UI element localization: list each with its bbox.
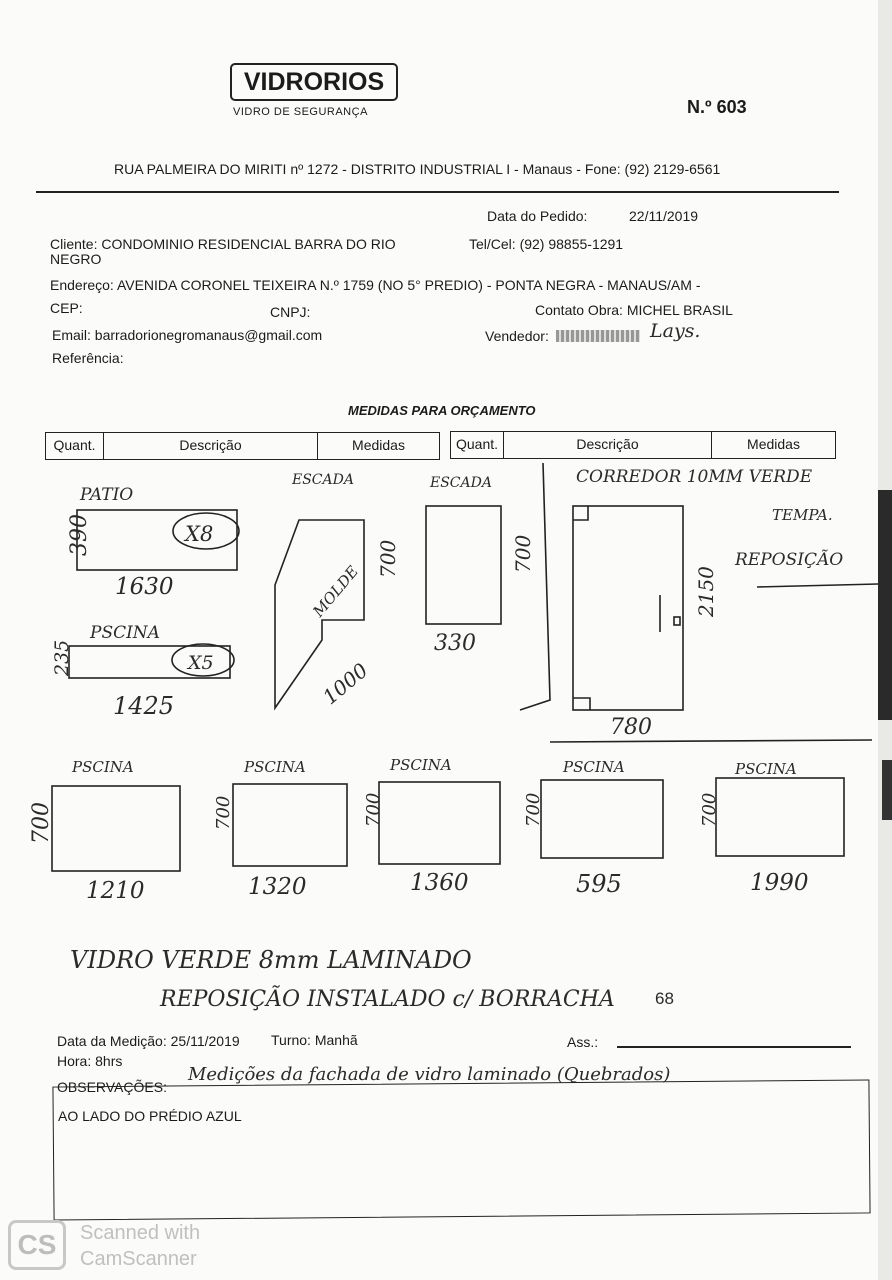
piscina-rect-1 — [52, 786, 180, 871]
escada-rect-width: 330 — [434, 631, 476, 656]
section-title: MEDIDAS PARA ORÇAMENTO — [348, 403, 536, 418]
client-label-text: Cliente: — [50, 236, 98, 252]
escada-rect — [426, 506, 501, 624]
signature-line — [617, 1046, 851, 1048]
camscanner-watermark — [80, 1220, 200, 1272]
piscina-label-1: PSCINA — [72, 758, 134, 776]
cnpj-label: CNPJ: — [270, 304, 311, 320]
corredor-width: 780 — [610, 715, 652, 740]
corredor-note: REPOSIÇÃO — [735, 550, 844, 570]
piscina-top-width: 1425 — [113, 692, 175, 720]
piscina-width-2: 1320 — [248, 874, 307, 900]
escada-molde-label: ESCADA — [292, 472, 354, 488]
site-contact: Contato Obra: MICHEL BRASIL — [535, 302, 733, 318]
piscina-height-5: 700 — [699, 792, 720, 827]
client-phone: Tel/Cel: (92) 98855-1291 — [469, 236, 624, 252]
measurement-shift: Turno: Manhã — [271, 1032, 358, 1048]
piscina-label-3: PSCINA — [390, 756, 452, 774]
observations-label: OBSERVAÇÕES: — [57, 1079, 167, 1095]
piscina-rect-2 — [233, 784, 347, 866]
note-line-2-number: 68 — [655, 989, 674, 1008]
seller-label: Vendedor: — [485, 328, 549, 344]
piscina-height-2: 700 — [213, 795, 234, 830]
camscanner-logo: CS — [8, 1220, 66, 1270]
corredor-door-rect — [573, 506, 683, 710]
observations-handwritten: Medições da fachada de vidro laminado (Quebrados) — [188, 1064, 671, 1085]
watermark-line-2: CamScanner — [80, 1248, 197, 1270]
document-number: N.º 603 — [687, 97, 747, 117]
order-date-label: Data do Pedido: — [487, 208, 588, 224]
piscina-rect-5 — [716, 778, 844, 856]
piscina-height-3: 700 — [363, 792, 384, 827]
client-email: Email: barradorionegromanaus@gmail.com — [52, 327, 323, 343]
watermark-line-1: Scanned with — [80, 1222, 201, 1244]
client-name-cont: NEGRO — [50, 251, 102, 267]
piscina-label-4: PSCINA — [563, 758, 625, 776]
order-date-value: 22/11/2019 — [629, 208, 699, 224]
patio-qty: X8 — [185, 522, 214, 546]
piscina-top-label: PSCINA — [90, 623, 160, 643]
piscina-width-4: 595 — [576, 870, 622, 898]
corredor-label: CORREDOR 10MM VERDE — [576, 467, 813, 487]
signature-label: Ass.: — [567, 1034, 599, 1050]
piscina-height-1: 700 — [29, 802, 54, 844]
piscina-label-2: PSCINA — [244, 758, 306, 776]
piscina-width-5: 1990 — [750, 870, 809, 896]
right-box-bottom — [550, 740, 872, 742]
escada-rect-height: 700 — [511, 534, 535, 573]
col-medidas: Medidas — [352, 437, 405, 453]
piscina-width-3: 1360 — [410, 870, 469, 896]
measurement-time: Hora: 8hrs — [57, 1053, 123, 1069]
reference-label: Referência: — [52, 350, 124, 366]
escada-molde-inner: MOLDE — [309, 562, 363, 621]
piscina-height-4: 700 — [523, 792, 544, 827]
col-quant: Quant. — [451, 432, 504, 458]
piscina-rect-3 — [379, 782, 500, 864]
measurement-date: Data da Medição: 25/11/2019 — [57, 1033, 240, 1049]
cep-label: CEP: — [50, 300, 83, 316]
piscina-rect-4 — [541, 780, 663, 858]
col-medidas: Medidas — [747, 436, 800, 452]
note-line-2: REPOSIÇÃO INSTALADO c/ BORRACHA — [160, 987, 615, 1012]
piscina-top-height: 235 — [51, 639, 73, 676]
corredor-label2: TEMPA. — [772, 506, 833, 524]
corredor-height: 2150 — [694, 566, 718, 617]
logo-subtitle: VIDRO DE SEGURANÇA — [233, 106, 368, 118]
escada-molde-height: 700 — [376, 539, 400, 578]
patio-width: 1630 — [115, 574, 174, 600]
escada-molde-diag: 1000 — [318, 658, 373, 710]
client-address: Endereço: AVENIDA CORONEL TEIXEIRA N.º 1759 (NO 5° PREDIO) - PONTA NEGRA - MANAUS/AM - — [50, 277, 701, 293]
seller-value: Lays. — [650, 320, 701, 342]
patio-height: 390 — [67, 514, 92, 556]
client-name: CONDOMINIO RESIDENCIAL BARRA DO RIO — [101, 236, 396, 252]
door-lock — [674, 617, 680, 625]
piscina-label-5: PSCINA — [735, 760, 797, 778]
piscina-width-1: 1210 — [86, 878, 145, 904]
col-descricao: Descrição — [104, 433, 318, 459]
observations-box — [52, 1079, 870, 1220]
company-logo: VIDRORIOS — [230, 63, 398, 101]
col-descricao: Descrição — [504, 432, 712, 458]
observations-text: AO LADO DO PRÉDIO AZUL — [58, 1108, 242, 1124]
company-address: RUA PALMEIRA DO MIRITI nº 1272 - DISTRITO INDUSTRIAL I - Manaus - Fone: (92) 2129-6561 — [114, 161, 721, 177]
patio-label: PATIO — [80, 485, 134, 505]
note-line-1: VIDRO VERDE 8mm LAMINADO — [70, 946, 472, 974]
escada-rect-label: ESCADA — [430, 475, 492, 491]
col-quant: Quant. — [46, 433, 104, 459]
piscina-top-qty: X5 — [188, 652, 214, 674]
